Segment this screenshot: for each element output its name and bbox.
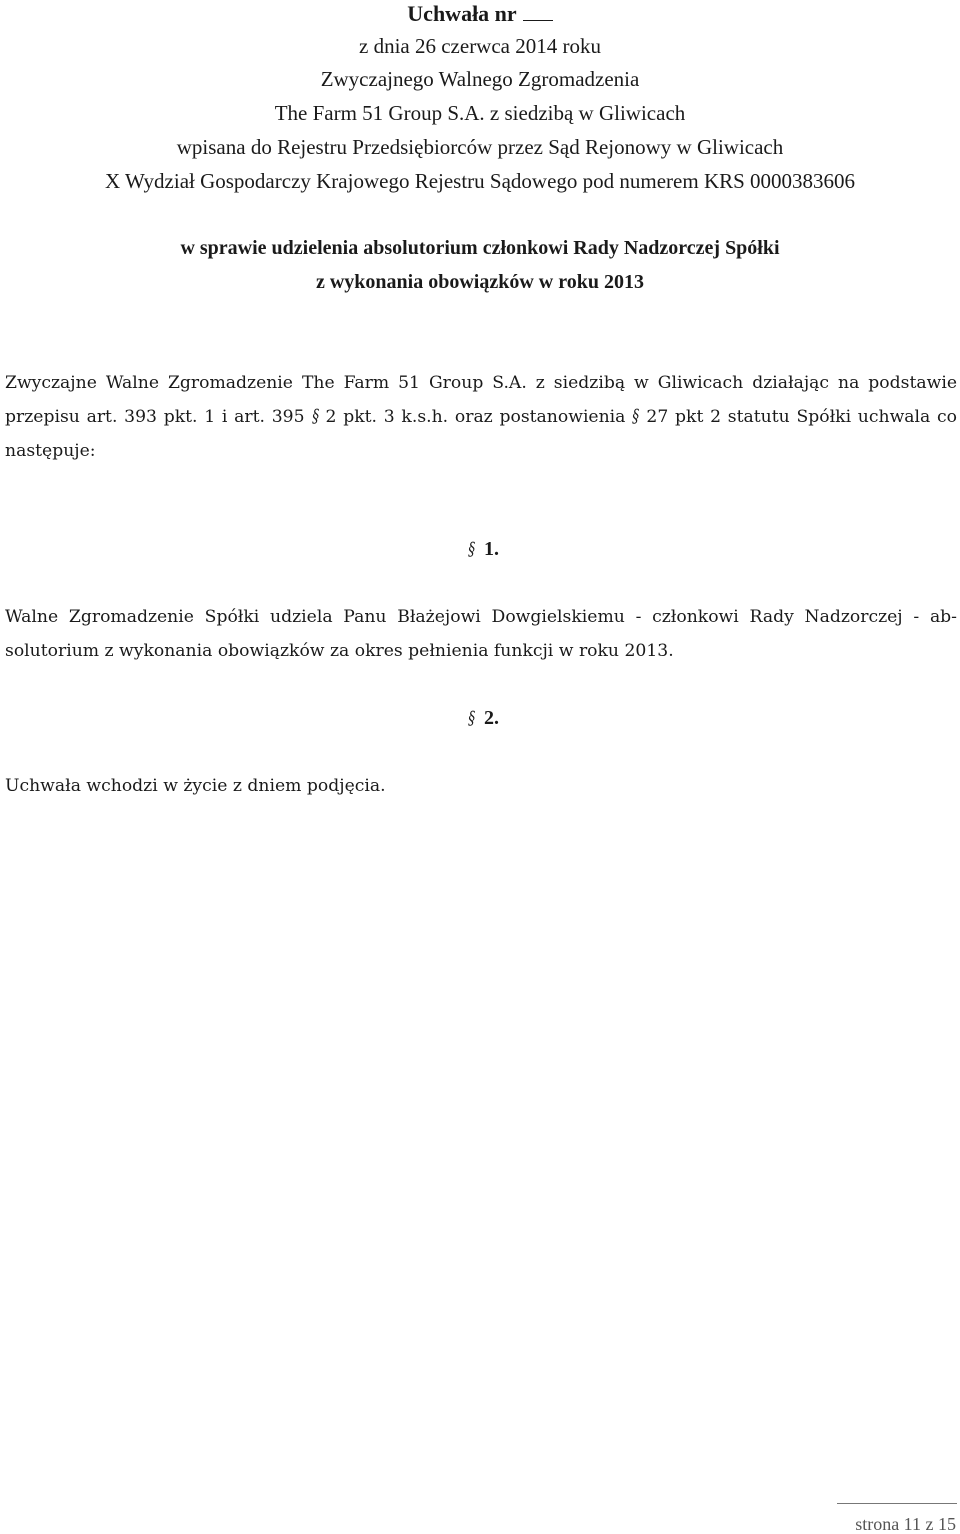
section-2-heading (0, 706, 960, 731)
section-sign-icon: § (310, 406, 321, 427)
section-1-heading (0, 537, 960, 562)
section-1-number: 1. (484, 538, 499, 560)
section-sign-icon: § (466, 708, 477, 729)
subject-line-2: z wykonania obowiązków w roku 2013 (315, 271, 645, 293)
resolution-date: z dnia 26 czerwca 2014 roku (359, 34, 601, 58)
section-2-paragraph (5, 769, 957, 803)
section-2-number: 2. (484, 707, 499, 729)
preamble-line-2-part-b: 2 pkt. 3 k.s.h. oraz postanowienia (325, 407, 626, 427)
footer-divider (837, 1503, 957, 1504)
section-sign-icon: § (630, 406, 642, 427)
registry-info: wpisana do Rejestru Przedsiębiorców przez Sąd Rejonowy w Gliwicach (176, 135, 784, 159)
section-1-line-2: solutorium z wykonania obowiązków za okres pełnienia funkcji w roku 2013. (5, 641, 674, 661)
preamble-paragraph (5, 366, 957, 468)
preamble-line-2-part-c: 27 pkt 2 statutu Spółki uchwala co (646, 407, 957, 427)
preamble-line-2 (5, 400, 957, 434)
section-1-line-1: Walne Zgromadzenie Spółki udziela Panu Błażejowi Dowgielskiemu - członkowi Rady Nadzorczej - ab- (5, 607, 957, 627)
resolution-title (0, 2, 960, 26)
preamble-line-2-part-a: przepisu art. 393 pkt. 1 i art. 395 (5, 407, 305, 427)
section-sign-icon: § (466, 539, 477, 560)
company-name: The Farm 51 Group S.A. z siedzibą w Gliwicach (274, 101, 686, 125)
preamble-line-3: następuje: (5, 441, 96, 461)
section-1-paragraph (5, 600, 957, 668)
assembly-name: Zwyczajnego Walnego Zgromadzenia (320, 67, 640, 91)
section-2-text: Uchwała wchodzi w życie z dniem podjęcia. (5, 776, 386, 796)
resolution-number-blank (523, 2, 553, 21)
subject-line-1: w sprawie udzielenia absolutorium członkowi Rady Nadzorczej Spółki (180, 237, 780, 259)
krs-info: X Wydział Gospodarczy Krajowego Rejestru Sądowego pod numerem KRS 0000383606 (104, 169, 856, 193)
page-number: strona 11 z 15 (855, 1514, 956, 1534)
preamble-line-1: Zwyczajne Walne Zgromadzenie The Farm 51 Group S.A. z siedzibą w Gliwicach działając na podstawie (5, 373, 957, 393)
resolution-title-text: Uchwała nr (407, 1, 517, 26)
